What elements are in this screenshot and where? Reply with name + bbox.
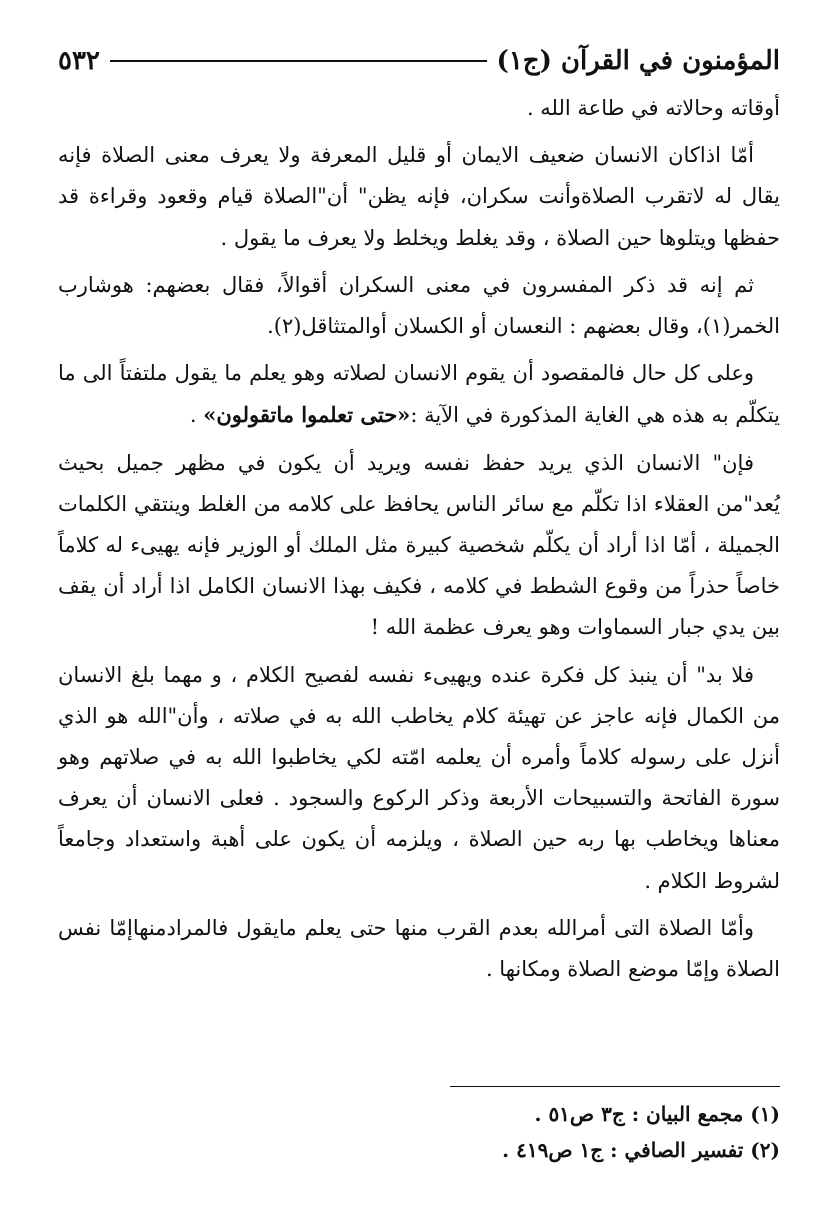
paragraph-prayer-place: وأمّا الصلاة التى أمرالله بعدم القرب منها حتى يعلم مايقول فالمرادمنهاإمّا نفس الصلاة وإمّا موضع الصلاة ومكانها .: [58, 915, 780, 982]
footnotes: [58, 1096, 780, 1168]
paragraph-weak-faith: أمّا اذاكان الانسان ضعيف الايمان أو قليل المعرفة ولا يعرف معنى الصلاة فإنه يقال له لاتقرب الصلاةوأنت سكران، فإنه يظن" أن"الصلاة قيام وقعود وقراءة قد حفظها ويتلوها حين الصلاة ، وقد يغلط ويخلط ولا يعرف ما يقول .: [58, 143, 780, 250]
quran-quote: «حتى تعلموا ماتقولون»: [203, 402, 411, 428]
paragraph-intended-meaning: [58, 353, 780, 436]
header-rule: [110, 60, 487, 62]
paragraph-speech-care: فإن" الانسان الذي يريد حفظ نفسه ويريد أن يكون في مظهر جميل بحيث يُعد"من العقلاء اذا تكلّم مع سائر الناس يحافظ على كلامه من الغلط وينتقي الكلمات الجميلة ، أمّا اذا أراد أن يكلّم شخصية كبيرة مثل الملك أو الوزير فإنه يهيىء له كلاماً خاصاً حذراً من وقوع الشطط في كلامه ، فكيف بهذا الانسان الكامل اذا أراد أن يقف بين يدي جبار السماوات وهو يعرف عظمة الله !: [58, 450, 780, 640]
paragraph-text-end: .: [189, 403, 204, 428]
paragraph-continuation: أوقاته وحالاته في طاعة الله .: [526, 96, 780, 120]
paragraph-commentators: ثم إنه قد ذكر المفسرون في معنى السكران أقوالاً، فقال بعضهم: هوشارب الخمر(١)، وقال بعضهم : النعسان أو الكسلان أوالمتثاقل(٢).: [58, 272, 780, 339]
body-text: [58, 88, 780, 990]
paragraph-prayer-words: فلا بد" أن ينبذ كل فكرة عنده ويهيىء نفسه لفصيح الكلام ، و مهما بلغ الانسان من الكمال فإنه عاجز عن تهيئة كلام يخاطب الله به في صلاته ، وأن"الله هو الذي أنزل على رسوله كلاماً وأمره أن يعلمه امّته لكي يخاطبوا الله به في صلاتهم وهو سورة الفاتحة والتسبيحات الأربعة وذكر الركوع والسجود . فعلى الانسان أن يعرف معناها ويخاطب بها ربه حين الصلاة ، ويلزمه أن يكون على أهبة واستعداد وجامعاً لشروط الكلام .: [58, 662, 780, 893]
book-title: المؤمنون في القرآن (ج١): [496, 46, 780, 76]
book-page: [58, 40, 780, 1190]
paragraph-text: وعلى كل حال فالمقصود أن يقوم الانسان لصلاته وهو يعلم ما يقول ملتفتاً الى ما يتكلّم به هذه هي الغاية المذكورة في الآية :: [58, 361, 780, 428]
footnote-2: (٢) تفسير الصافي : ج١ ص٤١٩ .: [502, 1138, 780, 1162]
footnote-divider: [450, 1086, 780, 1087]
page-number: ٥٣٢: [58, 46, 100, 76]
page-header: [58, 40, 780, 82]
footnote-1: (١) مجمع البيان : ج٣ ص٥١ .: [534, 1102, 780, 1126]
